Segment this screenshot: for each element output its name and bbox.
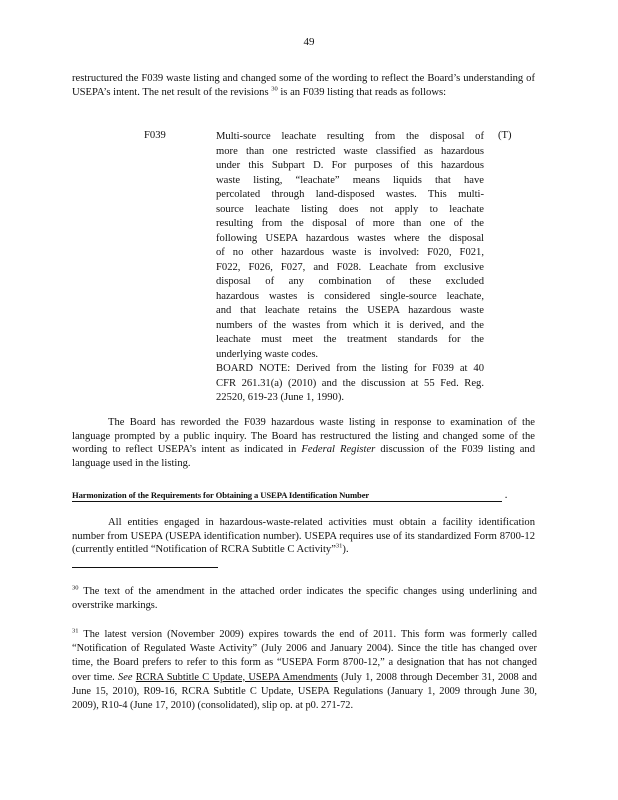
listing-line: hazardous wastes is considered single-source leachate, [216, 290, 484, 302]
italic-see: See [118, 671, 133, 683]
listing-line: source leachate listing does not apply to leachate [216, 203, 484, 215]
listing-line: numbers of the wastes from which it is derived, and the [216, 319, 484, 331]
waste-code: F039 [144, 130, 166, 141]
paragraph-harmonization [72, 516, 535, 557]
listing-line: following USEPA hazardous wastes where the disposal [216, 232, 484, 244]
footnote-ref[interactable]: 31 [335, 542, 343, 550]
paragraph-text: ). [342, 544, 349, 556]
listing-line: waste listing, “leachate” means liquids that have [216, 174, 484, 186]
listing-line: of no other hazardous waste is involved: F020, F021, [216, 247, 484, 258]
listing-line: disposal of any combination of these excluded [216, 276, 484, 287]
footnote-30 [72, 585, 537, 613]
listing-line: and that leachate retains the USEPA hazardous waste [216, 305, 484, 316]
footnote-text: (July 1, 2008 through December 31, 2008 and June 15, 2010), R09-16, RCRA Subtitle C Update, USEPA Regulations (January 1, 2009 through June 30, 2009), R10-4 (June 17, 2010) (consolidated), slip op. at p0. 271-72. [72, 671, 537, 712]
paragraph-text: The Board has reworded the F039 hazardous waste listing in response to examination of the language prompted by a public inquiry. The Board has restructured the listing and changed some of the wording to reflect USEPA’s intent as indicated in [72, 417, 535, 456]
footnote-31 [72, 628, 537, 713]
section-heading-text: Harmonization of the Requirements for Obtaining a USEPA Identification Number [72, 490, 370, 500]
footnote-text: The latest version (November 2009) expires towards the end of 2011. This form was formerly called “Notification of Regulated Waste Activity” (July 2006 and January 2004). Since the title has changed over time, the Board prefers to refer to this form as “USEPA Form 8700-12,” a designation that has not changed over time. [72, 629, 537, 683]
listing-line: resulting from the disposal of more than one of the [216, 218, 484, 229]
paragraph-text: All entities engaged in hazardous-waste-related activities must obtain a facility identification number from USEPA (USEPA identification number). USEPA requires use of its standardized Form 8700-12 (currently entitled “Notification of RCRA Subtitle C Activity” [72, 517, 535, 556]
board-note-line: BOARD NOTE: Derived from the listing for F039 at 40 [216, 363, 484, 374]
paragraph-reworded [72, 416, 535, 470]
paragraph-text: discussion of the F039 listing and language used in the listing. [72, 444, 536, 469]
section-heading [72, 490, 507, 502]
footnote-ref[interactable]: 30 [271, 85, 278, 93]
underlined-citation: RCRA Subtitle C Update, USEPA Amendments [135, 671, 338, 683]
listing-line: percolated through land-disposed wastes. This multi- [216, 189, 484, 200]
listing-definition [216, 130, 484, 406]
hazard-code: (T) [498, 130, 512, 141]
paragraph-text: restructured the F039 waste listing and changed some of the wording to reflect the Board’s understanding of USEPA’s intent. The net result of the revisions [72, 73, 535, 98]
paragraph-text: is an F039 listing that reads as follows: [277, 86, 447, 98]
board-note-line: 22520, 619-23 (June 1, 1990). [216, 392, 344, 403]
footnote-number: 31 [72, 627, 79, 635]
board-note-line: CFR 261.31(a) (2010) and the discussion at 55 Fed. Reg. [216, 377, 484, 389]
footnote-number: 30 [72, 584, 79, 592]
listing-line: leachate must meet the treatment standards for the [216, 334, 484, 345]
paragraph-intro [72, 72, 535, 99]
italic-citation: Federal Register [301, 444, 376, 456]
footnote-text: The text of the amendment in the attached order indicates the specific changes using underlining and overstrike markings. [72, 586, 537, 612]
listing-line: F022, F026, F027, and F028. Leachate from exclusive [216, 261, 484, 273]
listing-line: more than one restricted waste classified as hazardous [216, 145, 484, 157]
listing-line: Multi-source leachate resulting from the disposal of [216, 131, 484, 142]
listing-line: under this Subpart D. For purposes of this hazardous [216, 160, 484, 171]
page-number: 49 [303, 36, 315, 48]
footnote-separator [72, 567, 218, 568]
section-heading-period: . [504, 490, 507, 500]
listing-line: underlying waste codes. [216, 348, 319, 360]
